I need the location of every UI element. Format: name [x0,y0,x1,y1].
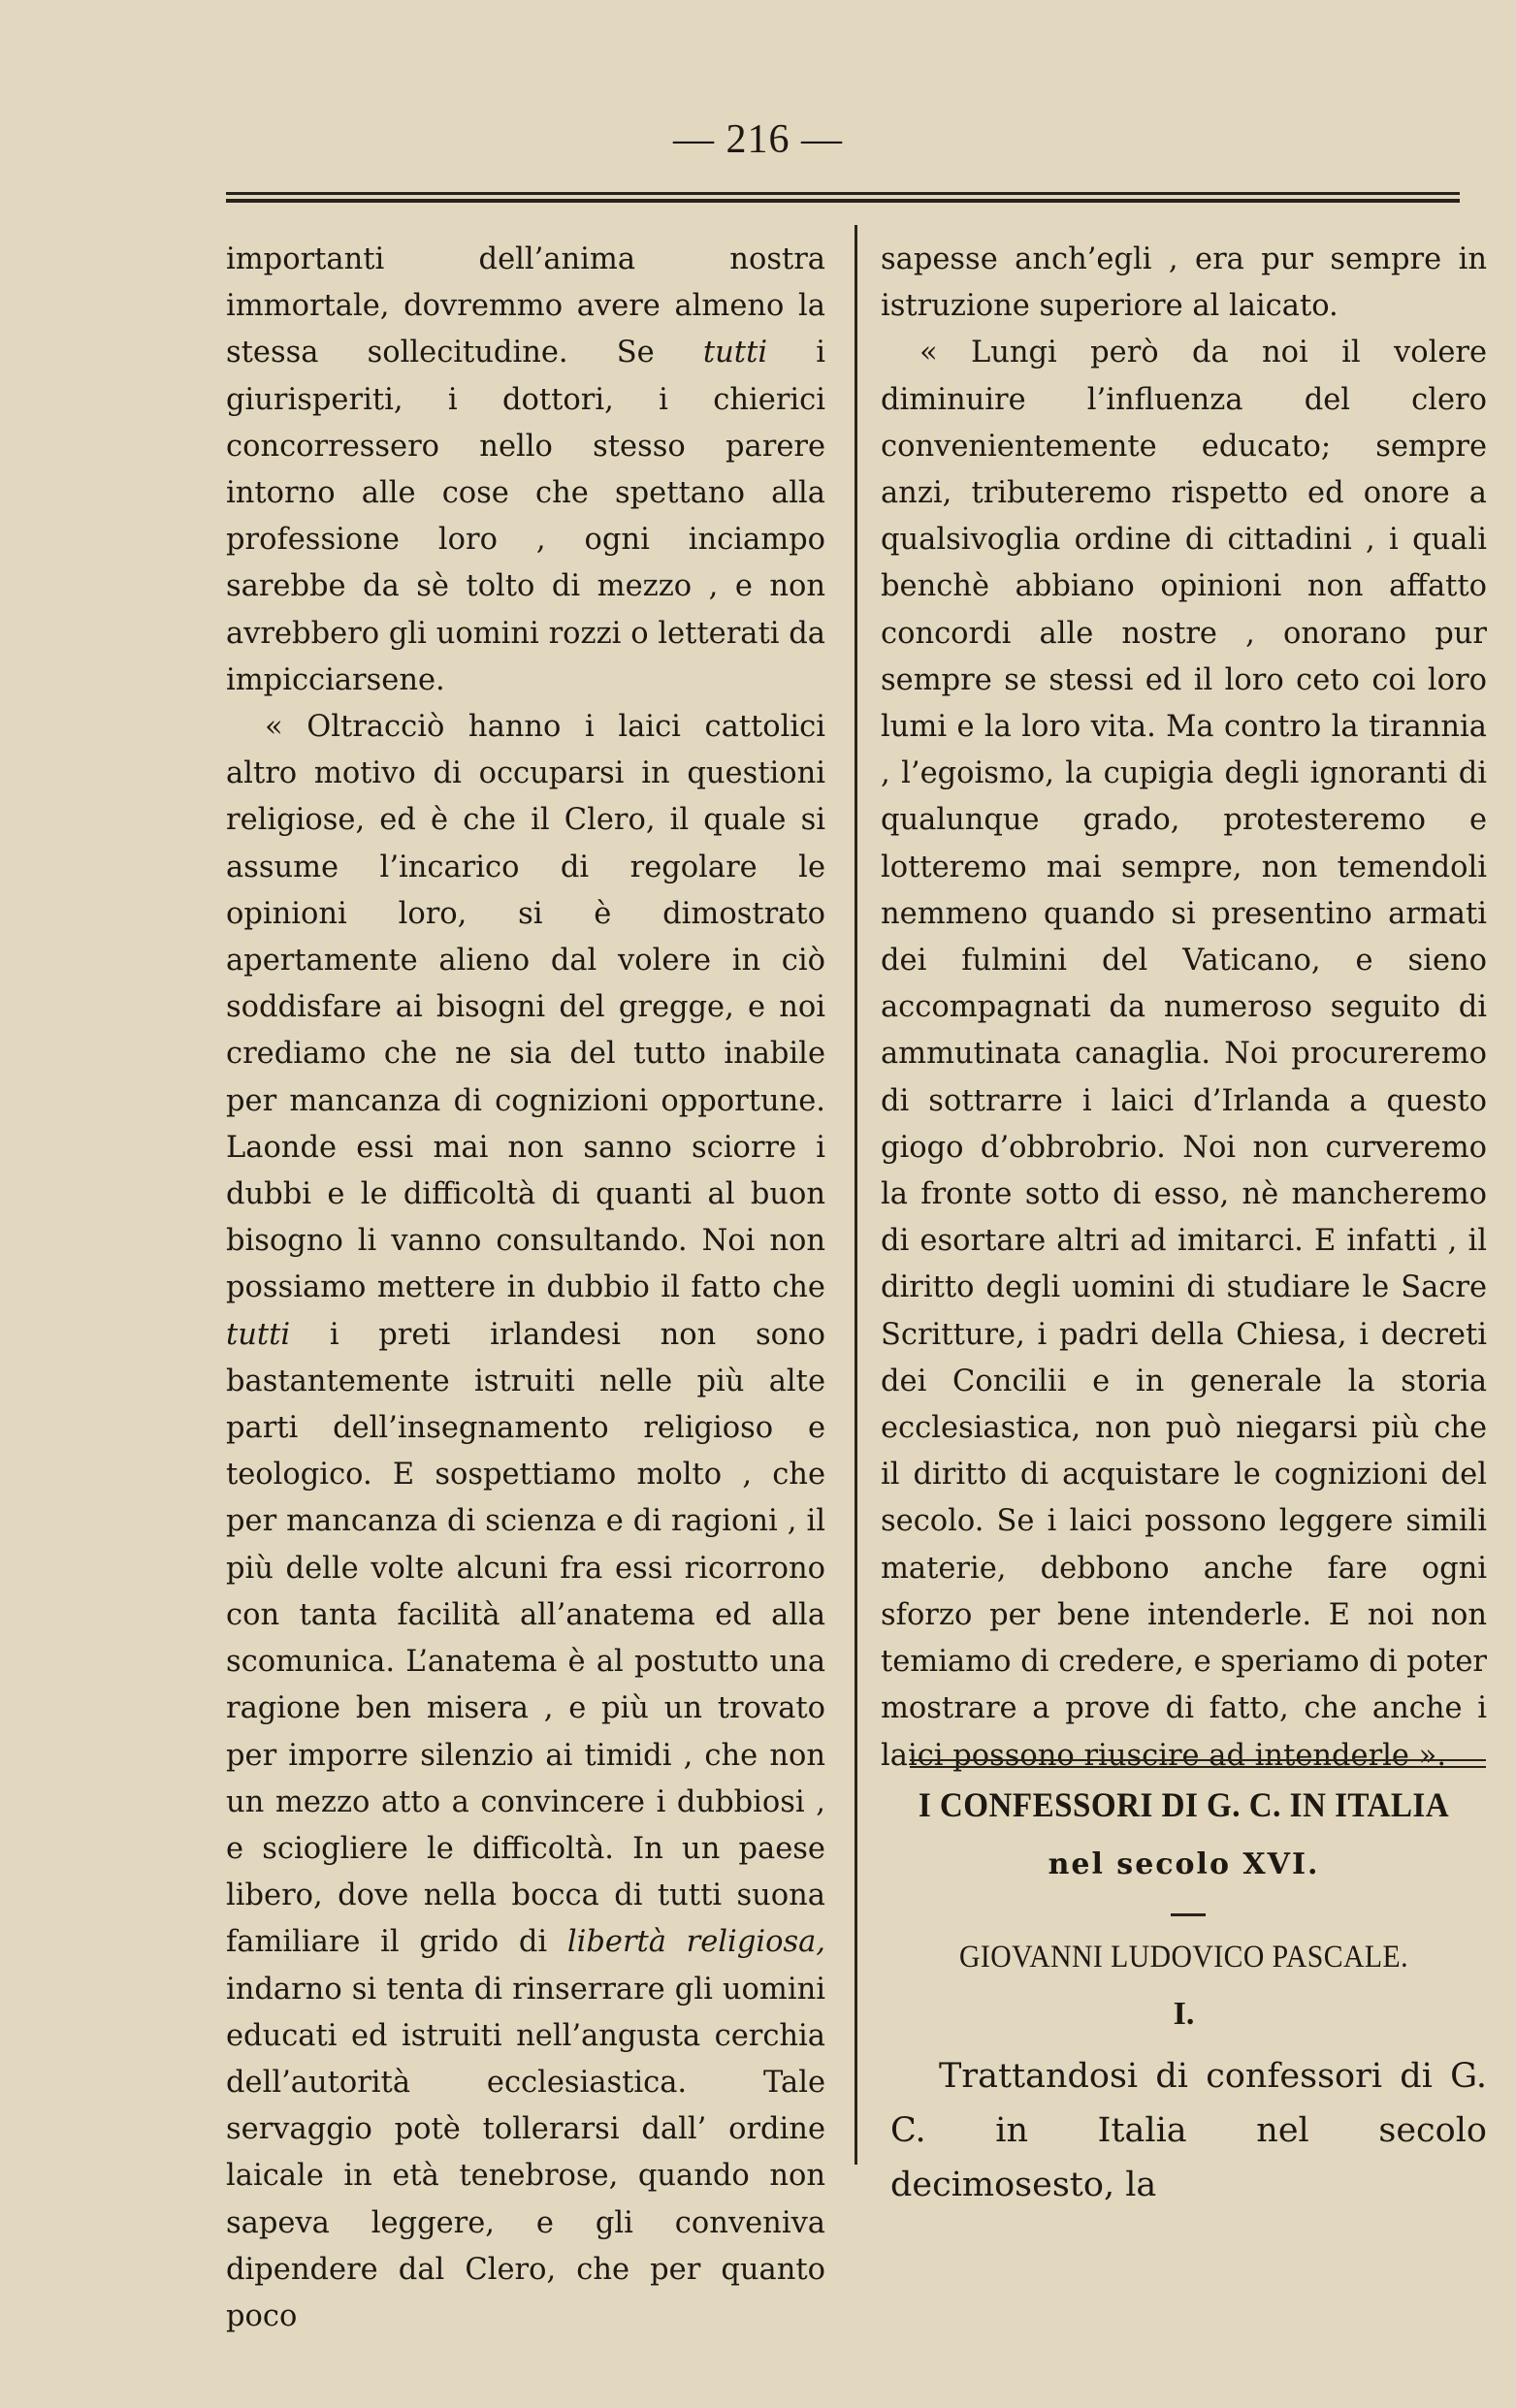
left-column [226,237,825,2340]
chapter-number: I. [1173,1996,1195,2032]
text-run: « Oltracciò hanno i laici cattolici altro motivo di occuparsi in questioni religiose, ed è che il Clero, il quale si assume l’incarico di regolare le opinioni loro, si è dimostrato apertamente alieno dal volere in ciò soddisfare ai bisogni del gregge, e noi crediamo che ne sia del tutto inabile per mancanza di cognizioni opportune. Laonde essi mai non sanno sciorre i dubbi e le difficoltà di quanti al buon bisogno li vanno consultando. Noi non possiamo mettere in dubbio il fatto che [226,710,825,1305]
text-run: importanti dell’anima nostra immortale, dovremmo avere almeno la stessa sollecitudine. Se [226,242,825,370]
text-run: indarno si tenta di rinserrare gli uomini educati ed istruiti nell’angusta cerchia dell’autorità ecclesiastica. Tale servaggio potè tollerarsi dall’ ordine laicale in età tenebrose, quando non sapeva leggere, e gli conveniva dipendere dal Clero, che per quanto poco [226,1972,825,2333]
header-rule [226,192,1460,203]
right-paragraph-1: sapesse anch’egli , era pur sempre in istruzione superiore al laicato. [881,242,1487,324]
section-rule [910,1759,1486,1768]
italic-run: libertà religiosa, [566,1925,825,1960]
italic-run: tutti [702,336,768,370]
section-subtitle: nel secolo XVI. [1048,1847,1320,1881]
short-rule [1171,1913,1206,1916]
right-column [881,237,1487,1780]
column-divider [855,225,857,2165]
italic-run: tutti [226,1317,291,1352]
section-intro [890,2049,1487,2212]
left-paragraph-1 [226,237,825,704]
left-paragraph-2 [226,704,825,2340]
chapter-name: GIOVANNI LUDOVICO PASCALE. [958,1940,1408,1975]
text-run: i giurisperiti, i dottori, i chierici concorressero nello stesso parere intorno alle cose che spettano alla professione loro , ogni inciampo sarebbe da sè tolto di mezzo , e non avrebbero gli uomini rozzi o letterati da impicciarsene. [226,336,826,697]
intro-paragraph: Trattandosi di confessori di G. C. in Italia nel secolo decimosesto, la [890,2057,1487,2204]
text-run: i preti irlandesi non sono bastantemente istruiti nelle più alte parti dell’insegnamento religioso e teologico. E sospettiamo molto , che per mancanza di scienza e di ragioni , il più delle volte alcuni fra essi ricorrono con tanta facilità all’anatema ed alla scomunica. L’anatema è al postutto una ragione ben misera , e più un trovato per imporre silenzio ai timidi , che non un mezzo atto a convincere i dubbiosi , e sciogliere le difficoltà. In un paese libero, dove nella bocca di tutti suona familiare il grido di [226,1317,825,1960]
page-number: — 216 — [673,117,843,162]
section-title: I CONFESSORI DI G. C. IN ITALIA [918,1785,1450,1824]
right-paragraph-2: « Lungi però da noi il volere diminuire l’influenza del clero convenientemente educato; sempre anzi, tributeremo rispetto ed onore a qualsivoglia ordine di cittadini , i quali benchè abbiano opinioni non affatto concordi alle nostre , onorano pur sempre se stessi ed il loro ceto coi loro lumi e la loro vita. Ma contro la tirannia , l’egoismo, la cupigia degli ignoranti di qualunque grado, protesteremo e lotteremo mai sempre, non temendoli nemmeno quando si presentino armati dei fulmini del Vaticano, e sieno accompagnati da numeroso seguito di ammutinata canaglia. Noi procureremo di sottrarre i laici d’Irlanda a questo giogo d’obbrobrio. Noi non curveremo la fronte sotto di esso, nè mancheremo di esortare altri ad imitarci. E infatti , il diritto degli uomini di studiare le Sacre Scritture, i padri della Chiesa, i decreti dei Concilii e in generale la storia ecclesiastica, non può niegarsi più che il diritto di acquistare le cognizioni del secolo. Se i laici possono leggere simili materie, debbono anche fare ogni sforzo per bene intenderle. E noi non temiamo di credere, e speriamo di poter mostrare a prove di fatto, che anche i laici possono riuscire ad intenderle ». [881,336,1487,1773]
